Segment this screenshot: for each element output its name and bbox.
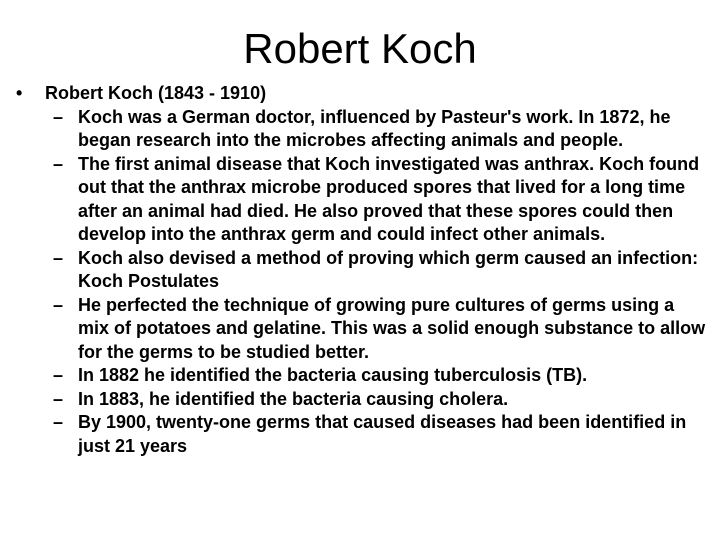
bullet-text: Robert Koch (1843 - 1910) — [45, 83, 267, 103]
bullet-icon: • — [16, 83, 23, 103]
sub-bullet-text: In 1882 he identified the bacteria causing tuberculosis (TB). — [78, 365, 588, 385]
sub-bullet-text: By 1900, twenty-one germs that caused diseases had been identified in just 21 years — [78, 412, 687, 456]
sub-bullet-text: He perfected the technique of growing pure cultures of germs using a mix of potatoes and gelatine. This was a solid enough substance to allow for the germs to be studied better. — [78, 294, 706, 362]
sub-bullet-item — [16, 411, 710, 458]
sub-bullet-text: Koch was a German doctor, influenced by Pasteur's work. In 1872, he began research into the microbes affecting animals and people. — [78, 106, 671, 150]
sub-bullet-item — [16, 364, 710, 388]
sub-bullet-text: Koch also devised a method of proving which germ caused an infection: Koch Postulates — [78, 247, 699, 291]
dash-icon: – — [53, 365, 64, 385]
sub-bullet-item — [16, 294, 710, 365]
dash-icon: – — [53, 388, 64, 409]
sub-bullet-item — [16, 388, 710, 412]
dash-icon: – — [53, 106, 64, 127]
sub-bullet-item — [16, 106, 710, 153]
dash-icon: – — [53, 153, 64, 174]
slide-title: Robert Koch — [243, 25, 477, 72]
dash-icon: – — [53, 294, 64, 315]
sub-bullet-list — [16, 106, 716, 459]
dash-icon: – — [53, 247, 64, 268]
sub-bullet-item — [16, 153, 710, 247]
sub-bullet-text: In 1883, he identified the bacteria causing cholera. — [78, 388, 509, 409]
sub-bullet-item — [16, 247, 710, 294]
slide-body — [16, 82, 716, 458]
bullet-item — [16, 82, 716, 106]
dash-icon: – — [53, 412, 64, 432]
sub-bullet-text: The first animal disease that Koch investigated was anthrax. Koch found out that the anthrax microbe produced spores that lived for a long time after an animal had died. He also proved that these spores could then develop into the anthrax germ and could infect other animals. — [78, 153, 700, 244]
